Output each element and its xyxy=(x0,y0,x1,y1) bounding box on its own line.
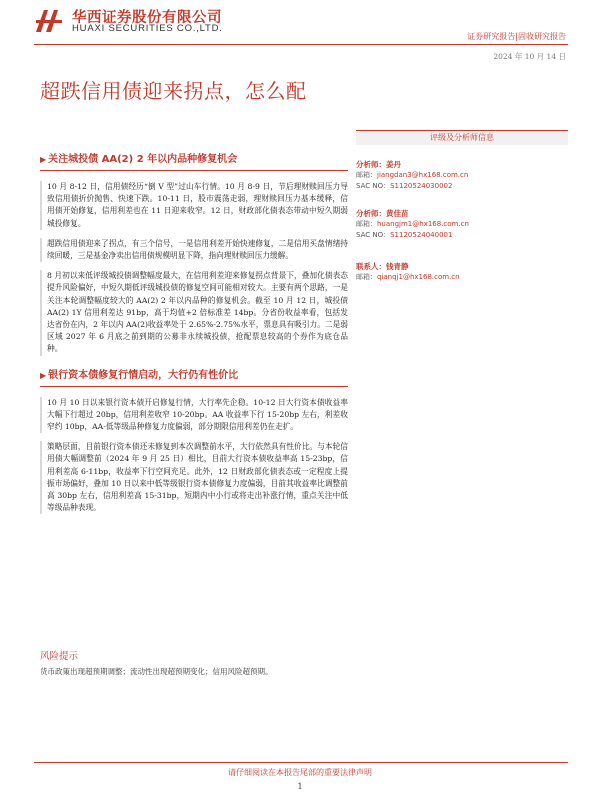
risk-title: 风险提示 xyxy=(40,651,79,662)
company-name-cn: 华西证券股份有限公司 xyxy=(72,10,222,26)
legal-disclaimer: 请仔细阅读在本报告尾部的重要法律声明 xyxy=(228,768,372,777)
page-title: 超跌信用债迎来拐点，怎么配 xyxy=(40,79,307,103)
analyst-email: 邮箱：huangjm1@hx168.com.cn xyxy=(356,220,469,228)
analyst-name: 分析师：姜丹 xyxy=(356,160,401,169)
paragraph: 策略层面，目前银行资本债还未修复到本次调整前水平，大行依然具有性价比。与本轮信用债大幅调整前（2024 年 9 月 25 日）相比，目前大行资本债收益率高 15-23bp，信用利差高 6-11bp，收益率下行空间充足。此外，12 日财政部化债表态或一定程度上提振市场偏好，叠加 10 日以来中低等级银行资本债修复力度偏弱，目前其收益率比调整前高 30bp 左右，信用利差高 15-31bp，短期内中小行或将走出补涨行情，重点关注中低等级品种表现。 xyxy=(40,441,348,514)
section-divider xyxy=(40,170,348,171)
footer-divider xyxy=(34,762,568,763)
huaxi-logo-icon xyxy=(34,8,64,34)
analyst-sac: SAC NO：S1120524030002 xyxy=(356,182,453,190)
analyst-sac: SAC NO：S1120524040001 xyxy=(356,231,453,239)
contact-email: 邮箱：qianqj1@hx168.com.cn xyxy=(356,273,460,281)
paragraph: 超跌信用债迎来了拐点，有三个信号，一是信用利差开始快速修复，二是信用买盘情绪持续回暖，三是基金净卖出信用债规模明显下降，指向理财赎回压力缓解。 xyxy=(40,238,348,262)
risk-section xyxy=(40,648,340,678)
paragraph: 8 月初以来低评级城投债调整幅度最大，在信用利差迎来修复拐点背景下，叠加化债表态提升风险偏好，中短久期低评级城投债的修复空间可能相对较大。主要有两个思路，一是关注本轮调整幅度较大的 AA(2) 2 年以内品种的修复机会。截至 10 月 12 日，城投债 AA(2) 1Y 信用利差达 91bp，高于均值+2 倍标准差 14bp。分省份收益率看，包括发达省份在内，2 年以内 AA(2)收益率处于 2.65%-2.75%水平，票息具有吸引力。二是弱区域 2027 年 6 月底之前到期的公募非永续城投债，抢配票息较高的个券作为底仓品种。 xyxy=(40,270,348,355)
sidebar-heading: 评级及分析师信息 xyxy=(356,130,568,145)
risk-text: 货币政策出现超预期调整；流动性出现超预期变化；信用风险超预期。 xyxy=(40,667,273,676)
paragraph: 10 月 10 日以来银行资本债开启修复行情，大行率先企稳。10-12 日大行资本债收益率大幅下行超过 20bp，信用利差收窄 10-20bp。AA 收益率下行 15-20bp 左右，利差收窄约 10bp，AA-低等级品种修复力度偏弱，部分期限信用利差仍在走扩。 xyxy=(40,397,348,434)
contact-card xyxy=(356,261,568,283)
main-content xyxy=(40,150,348,522)
contact-name: 联系人：钱青静 xyxy=(356,262,409,271)
analyst-email: 邮箱：jiangdan3@hx168.com.cn xyxy=(356,171,469,179)
section-heading: ▶ 关注城投债 AA(2) 2 年以内品种修复机会 xyxy=(40,154,238,165)
company-name-en: HUAXI SECURITIES CO.,LTD. xyxy=(72,23,223,34)
section-heading: ▶ 银行资本债修复行情启动，大行仍有性价比 xyxy=(40,369,239,381)
section-divider xyxy=(40,386,348,387)
paragraph: 10 月 8-12 日，信用债经历“倒 V 型”过山车行情。10 月 8-9 日，节后理财赎回压力导致信用债折价抛售、快速下跌。10-11 日，股市震荡走弱，理财赎回压力基本缓释，信用债开始修复，信用利差也在 11 日迎来收窄。12 日，财政部化债表态带动中短久期弱城投修复。 xyxy=(40,181,348,230)
report-date: 2024 年 10 月 14 日 xyxy=(493,52,566,61)
analyst-sidebar xyxy=(356,130,568,283)
triangle-right-icon: ▶ xyxy=(40,155,47,164)
page-number: 1 xyxy=(297,782,303,791)
analyst-card xyxy=(356,208,568,241)
analyst-name: 分析师：黄佳苗 xyxy=(356,209,409,218)
analyst-card xyxy=(356,159,568,192)
report-type: 证券研究报告|固收研究报告 xyxy=(467,32,566,41)
triangle-right-icon: ▶ xyxy=(40,370,47,380)
header-divider xyxy=(34,44,568,45)
